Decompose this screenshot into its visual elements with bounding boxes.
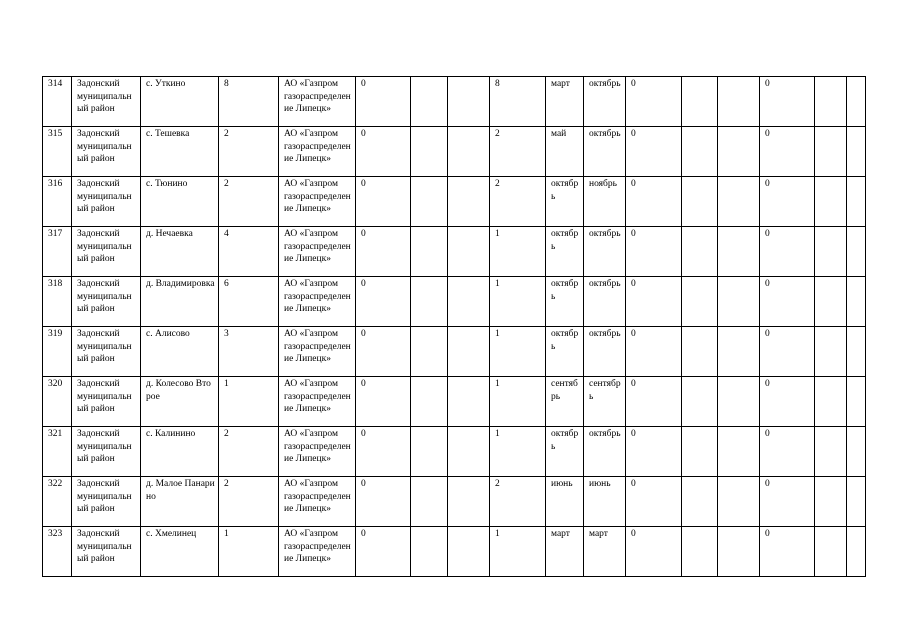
start-month-cell: сентябрь	[546, 377, 584, 427]
start-month-cell: октябрь	[546, 227, 584, 277]
value-cell-1: 0	[356, 177, 411, 227]
locality-cell: д. Нечаевка	[141, 227, 219, 277]
organization-cell: АО «Газпром газораспределение Липецк»	[279, 77, 356, 127]
value-cell-3	[448, 77, 490, 127]
value-cell-3	[448, 377, 490, 427]
organization-cell: АО «Газпром газораспределение Липецк»	[279, 277, 356, 327]
quantity-cell: 3	[219, 327, 279, 377]
value-cell-9	[815, 477, 847, 527]
value-cell-7	[718, 177, 760, 227]
value-cell-8: 0	[760, 477, 815, 527]
value-cell-10	[847, 327, 866, 377]
value-cell-10	[847, 177, 866, 227]
district-cell: Задонский муниципальный район	[72, 177, 141, 227]
value-cell-6	[682, 277, 718, 327]
value-cell-2	[411, 527, 448, 577]
row-number-cell: 319	[43, 327, 72, 377]
value-cell-4: 1	[490, 527, 546, 577]
value-cell-1: 0	[356, 477, 411, 527]
district-cell: Задонский муниципальный район	[72, 427, 141, 477]
table-row	[43, 177, 866, 227]
locality-cell: с. Тюнино	[141, 177, 219, 227]
district-cell: Задонский муниципальный район	[72, 327, 141, 377]
value-cell-6	[682, 227, 718, 277]
value-cell-8: 0	[760, 427, 815, 477]
organization-cell: АО «Газпром газораспределение Липецк»	[279, 177, 356, 227]
quantity-cell: 2	[219, 177, 279, 227]
value-cell-6	[682, 327, 718, 377]
locality-cell: д. Колесово Второе	[141, 377, 219, 427]
value-cell-5: 0	[626, 327, 682, 377]
district-cell: Задонский муниципальный район	[72, 227, 141, 277]
value-cell-8: 0	[760, 177, 815, 227]
value-cell-9	[815, 227, 847, 277]
end-month-cell: октябрь	[584, 77, 626, 127]
value-cell-10	[847, 527, 866, 577]
value-cell-9	[815, 327, 847, 377]
start-month-cell: июнь	[546, 477, 584, 527]
value-cell-2	[411, 177, 448, 227]
quantity-cell: 2	[219, 427, 279, 477]
organization-cell: АО «Газпром газораспределение Липецк»	[279, 427, 356, 477]
value-cell-9	[815, 177, 847, 227]
value-cell-5: 0	[626, 127, 682, 177]
district-cell: Задонский муниципальный район	[72, 277, 141, 327]
value-cell-1: 0	[356, 377, 411, 427]
value-cell-3	[448, 227, 490, 277]
value-cell-5: 0	[626, 77, 682, 127]
value-cell-3	[448, 427, 490, 477]
value-cell-4: 1	[490, 427, 546, 477]
quantity-cell: 2	[219, 127, 279, 177]
organization-cell: АО «Газпром газораспределение Липецк»	[279, 127, 356, 177]
value-cell-5: 0	[626, 377, 682, 427]
value-cell-1: 0	[356, 227, 411, 277]
value-cell-2	[411, 77, 448, 127]
row-number-cell: 316	[43, 177, 72, 227]
value-cell-5: 0	[626, 427, 682, 477]
value-cell-3	[448, 277, 490, 327]
value-cell-10	[847, 277, 866, 327]
table-row	[43, 377, 866, 427]
value-cell-5: 0	[626, 477, 682, 527]
end-month-cell: июнь	[584, 477, 626, 527]
value-cell-7	[718, 377, 760, 427]
value-cell-1: 0	[356, 427, 411, 477]
value-cell-6	[682, 477, 718, 527]
value-cell-4: 1	[490, 227, 546, 277]
table-row	[43, 277, 866, 327]
value-cell-4: 2	[490, 127, 546, 177]
value-cell-9	[815, 427, 847, 477]
value-cell-7	[718, 427, 760, 477]
end-month-cell: октябрь	[584, 227, 626, 277]
end-month-cell: октябрь	[584, 277, 626, 327]
start-month-cell: март	[546, 527, 584, 577]
table-row	[43, 77, 866, 127]
value-cell-1: 0	[356, 327, 411, 377]
value-cell-9	[815, 277, 847, 327]
value-cell-10	[847, 127, 866, 177]
value-cell-2	[411, 377, 448, 427]
row-number-cell: 320	[43, 377, 72, 427]
value-cell-10	[847, 427, 866, 477]
value-cell-8: 0	[760, 327, 815, 377]
value-cell-4: 1	[490, 327, 546, 377]
row-number-cell: 318	[43, 277, 72, 327]
value-cell-2	[411, 477, 448, 527]
value-cell-2	[411, 227, 448, 277]
value-cell-3	[448, 527, 490, 577]
locality-cell: д. Малое Панарино	[141, 477, 219, 527]
value-cell-5: 0	[626, 227, 682, 277]
quantity-cell: 8	[219, 77, 279, 127]
value-cell-2	[411, 427, 448, 477]
start-month-cell: март	[546, 77, 584, 127]
value-cell-9	[815, 377, 847, 427]
table-body	[43, 77, 866, 577]
locality-cell: д. Владимировка	[141, 277, 219, 327]
row-number-cell: 321	[43, 427, 72, 477]
value-cell-4: 1	[490, 377, 546, 427]
value-cell-1: 0	[356, 77, 411, 127]
value-cell-10	[847, 77, 866, 127]
value-cell-9	[815, 127, 847, 177]
value-cell-4: 1	[490, 277, 546, 327]
end-month-cell: октябрь	[584, 427, 626, 477]
quantity-cell: 1	[219, 377, 279, 427]
row-number-cell: 317	[43, 227, 72, 277]
value-cell-6	[682, 127, 718, 177]
district-cell: Задонский муниципальный район	[72, 527, 141, 577]
quantity-cell: 1	[219, 527, 279, 577]
value-cell-5: 0	[626, 277, 682, 327]
table-row	[43, 527, 866, 577]
value-cell-7	[718, 477, 760, 527]
value-cell-3	[448, 327, 490, 377]
organization-cell: АО «Газпром газораспределение Липецк»	[279, 477, 356, 527]
start-month-cell: октябрь	[546, 277, 584, 327]
district-cell: Задонский муниципальный район	[72, 477, 141, 527]
start-month-cell: октябрь	[546, 427, 584, 477]
value-cell-10	[847, 477, 866, 527]
value-cell-6	[682, 77, 718, 127]
row-number-cell: 315	[43, 127, 72, 177]
row-number-cell: 314	[43, 77, 72, 127]
value-cell-6	[682, 177, 718, 227]
value-cell-5: 0	[626, 177, 682, 227]
row-number-cell: 322	[43, 477, 72, 527]
end-month-cell: октябрь	[584, 127, 626, 177]
district-cell: Задонский муниципальный район	[72, 127, 141, 177]
value-cell-7	[718, 277, 760, 327]
value-cell-5: 0	[626, 527, 682, 577]
value-cell-4: 2	[490, 177, 546, 227]
value-cell-2	[411, 277, 448, 327]
value-cell-8: 0	[760, 127, 815, 177]
table-row	[43, 227, 866, 277]
value-cell-10	[847, 377, 866, 427]
value-cell-8: 0	[760, 377, 815, 427]
table-row	[43, 327, 866, 377]
locality-cell: с. Хмелинец	[141, 527, 219, 577]
value-cell-4: 8	[490, 77, 546, 127]
value-cell-6	[682, 527, 718, 577]
quantity-cell: 2	[219, 477, 279, 527]
table-row	[43, 477, 866, 527]
locality-cell: с. Калинино	[141, 427, 219, 477]
value-cell-3	[448, 177, 490, 227]
row-number-cell: 323	[43, 527, 72, 577]
value-cell-7	[718, 127, 760, 177]
value-cell-7	[718, 77, 760, 127]
value-cell-3	[448, 127, 490, 177]
value-cell-7	[718, 227, 760, 277]
organization-cell: АО «Газпром газораспределение Липецк»	[279, 227, 356, 277]
value-cell-7	[718, 327, 760, 377]
value-cell-1: 0	[356, 277, 411, 327]
value-cell-8: 0	[760, 527, 815, 577]
end-month-cell: ноябрь	[584, 177, 626, 227]
end-month-cell: сентябрь	[584, 377, 626, 427]
locality-cell: с. Тешевка	[141, 127, 219, 177]
start-month-cell: октябрь	[546, 327, 584, 377]
value-cell-6	[682, 427, 718, 477]
value-cell-8: 0	[760, 227, 815, 277]
organization-cell: АО «Газпром газораспределение Липецк»	[279, 327, 356, 377]
end-month-cell: март	[584, 527, 626, 577]
value-cell-8: 0	[760, 277, 815, 327]
value-cell-7	[718, 527, 760, 577]
value-cell-9	[815, 77, 847, 127]
value-cell-9	[815, 527, 847, 577]
gasification-schedule-table	[42, 76, 866, 577]
organization-cell: АО «Газпром газораспределение Липецк»	[279, 377, 356, 427]
value-cell-8: 0	[760, 77, 815, 127]
value-cell-1: 0	[356, 127, 411, 177]
value-cell-1: 0	[356, 527, 411, 577]
district-cell: Задонский муниципальный район	[72, 377, 141, 427]
value-cell-6	[682, 377, 718, 427]
value-cell-10	[847, 227, 866, 277]
value-cell-2	[411, 327, 448, 377]
start-month-cell: май	[546, 127, 584, 177]
value-cell-3	[448, 477, 490, 527]
district-cell: Задонский муниципальный район	[72, 77, 141, 127]
table-row	[43, 127, 866, 177]
value-cell-4: 2	[490, 477, 546, 527]
value-cell-2	[411, 127, 448, 177]
start-month-cell: октябрь	[546, 177, 584, 227]
quantity-cell: 6	[219, 277, 279, 327]
quantity-cell: 4	[219, 227, 279, 277]
end-month-cell: октябрь	[584, 327, 626, 377]
organization-cell: АО «Газпром газораспределение Липецк»	[279, 527, 356, 577]
table-row	[43, 427, 866, 477]
locality-cell: с. Уткино	[141, 77, 219, 127]
locality-cell: с. Алисово	[141, 327, 219, 377]
